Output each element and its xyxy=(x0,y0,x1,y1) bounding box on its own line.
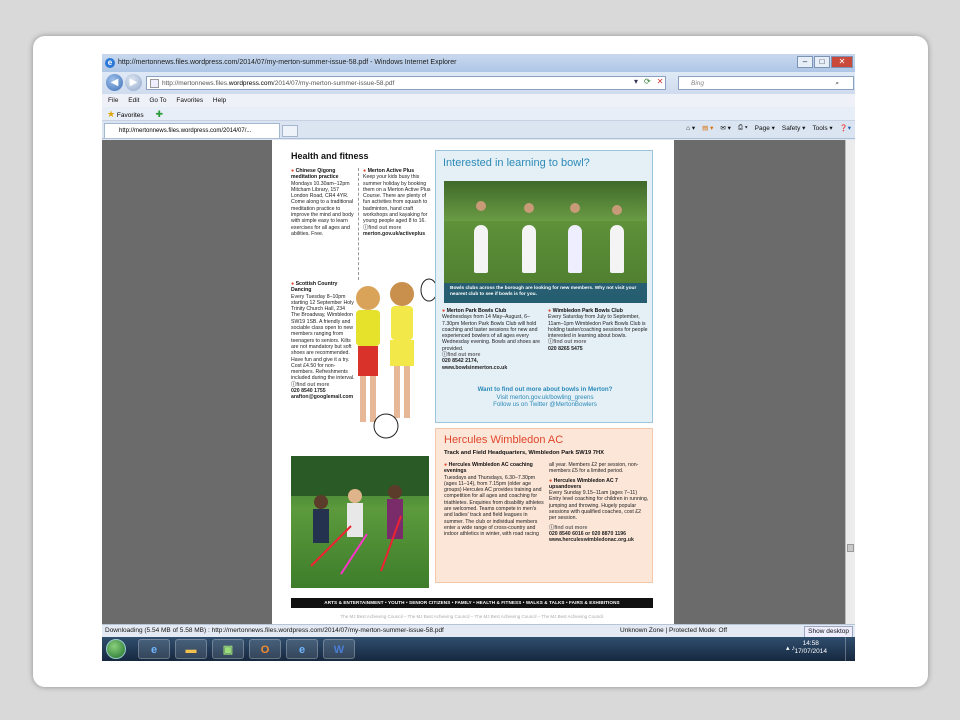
hercules-find-more: find out more xyxy=(554,524,588,531)
tab-pdf[interactable] xyxy=(104,123,280,138)
menu-favorites[interactable]: Favorites xyxy=(176,97,204,104)
tab-bar xyxy=(102,121,855,139)
bowls-title: Interested in learning to bowl? xyxy=(443,157,590,169)
vertical-scrollbar[interactable] xyxy=(845,140,855,624)
kids-tennis-photo xyxy=(332,276,437,441)
category-footer: ARTS & ENTERTAINMENT • YOUTH • SENIOR CITIZENS • FAMILY • HEALTH & FITNESS • WALKS & TALKS • FAIRS & EXHIBITIONS xyxy=(291,598,653,608)
upsandovers-body: Every Sunday 9.15–11am (ages 7–11) Entry level coaching for children in running, jumping and throwing. Hugely popular sessions with qualified coaches, cost £2 per session. xyxy=(549,490,649,522)
search-placeholder: Bing xyxy=(691,80,705,87)
maximize-button[interactable]: □ xyxy=(814,56,830,68)
taskbar-ie-icon[interactable]: e xyxy=(138,639,170,659)
bowls-visit-line: Visit merton.gov.uk/bowling_greens xyxy=(496,393,594,401)
hercules-panel xyxy=(435,428,653,583)
bowls-caption: Bowls clubs across the borough are looking for new members. Why not visit your nearest club to see if bowls is for you. xyxy=(444,283,647,303)
close-button[interactable]: ✕ xyxy=(831,56,853,68)
favorites-button[interactable]: Favorites xyxy=(116,112,144,119)
taskbar xyxy=(102,637,855,661)
hercules-title: Hercules Wimbledon AC xyxy=(444,434,564,446)
taskbar-app-icon[interactable]: ▣ xyxy=(212,639,244,659)
forward-button[interactable]: ▶ xyxy=(125,74,142,91)
browser-window xyxy=(102,54,855,661)
clock-time: 14:58 xyxy=(802,640,819,647)
page-icon xyxy=(150,79,159,88)
scroll-thumb[interactable] xyxy=(847,544,854,552)
hercules-evenings: ● Hercules Wimbledon AC coaching evenings Tuesdays and Thursdays, 6.30–7.30pm (ages 11–14), from 7.15pm (older age groups) Hercules AC provides training and competition for all ages and coaching for triathletes. Enquiries from disability athletes are welcomed. Teams compete in men's and ladies' track and field leagues in summer. The club or individual members enter a wide range of cross-country and indoor athletics in winter, with road racing xyxy=(444,462,544,538)
dancing-title: Scottish Country Dancing xyxy=(291,281,338,294)
zone-text: Unknown Zone | Protected Mode: Off xyxy=(620,627,728,634)
status-bar xyxy=(102,624,855,637)
pdf-viewport[interactable] xyxy=(102,140,855,624)
address-input[interactable] xyxy=(146,76,666,90)
tray-icons[interactable]: ▴ ♪ xyxy=(786,645,795,652)
help-icon[interactable]: ❓▾ xyxy=(839,125,851,132)
active-plus-block: ● Merton Active Plus Keep your kids busy this summer holiday by booking them on a Merton Active Plus Course. There are plenty of fun activities from squash to badminton, hand craft workshops and kayaking for young people aged 8 to 16. ⓘfind out more merton.gov.uk/activeplus xyxy=(363,168,431,237)
address-bar-row xyxy=(102,72,855,94)
bottom-strapline: The MJ Best Achieving Council – The MJ Best Achieving Council – The MJ Best Achieving Council – The MJ Best Achieving Council xyxy=(340,614,604,619)
window-title: http://mertonnews.files.wordpress.com/2014/07/my-merton-summer-issue-58.pdf - Windows Internet Explorer xyxy=(118,59,457,66)
feeds-icon[interactable]: ▤ ▾ xyxy=(702,125,714,132)
wimbledon-park-bowls: ● Wimbledon Park Bowls Club Every Saturday from July to September, 11am–1pm Wimbledon Park Bowls Club is holding taster/coaching sessions for people interested in learning about bowls. ⓘfind out more 020 8265 5475 xyxy=(548,308,648,352)
stop-icon[interactable]: ✕ xyxy=(656,77,664,86)
merton-park-bowls: ● Merton Park Bowls Club Wednesdays from 14 May–August, 6–7.30pm Merton Park Bowls Club will hold coaching and taster sessions for new and experienced bowlers of all ages every Wednesday evening. Bowls and shoes are provided. ⓘfind out more 020 8542 2174, www.bowlsinmerton.co.uk xyxy=(442,308,544,371)
back-button[interactable]: ◀ xyxy=(106,74,123,91)
bowls-more-info xyxy=(442,386,648,409)
taskbar-word-icon[interactable]: W xyxy=(323,639,355,659)
tools-menu[interactable]: Tools ▾ xyxy=(812,125,833,132)
active-plus-body: Keep your kids busy this summer holiday by booking them on a Merton Active Plus Course. There are plenty of fun activities from squash to badminton, hand craft workshops and kayaking for young people aged 8 to 16. xyxy=(363,174,431,225)
hercules-right-col: all year. Members £2 per session, non-members £5 for a limited period. ● Hercules Wimbledon AC 7 upsandovers Every Sunday 9.15–11am (ages 7–11) Entry level coaching for children in running, jumping and throwing. Hugely popular sessions with qualified coaches, cost £2 per session. ⓘfind out more 020 8540 6016 or 020 8870 1196 www.herculeswimbledonac.org.uk xyxy=(549,462,649,544)
url-suffix: /2014/07/my-merton-summer-issue-58.pdf xyxy=(272,80,395,87)
mail-icon[interactable]: ✉ ▾ xyxy=(720,125,731,132)
page-heading: Health and fitness xyxy=(291,151,369,161)
menu-help[interactable]: Help xyxy=(212,97,227,104)
merton-park-body: Wednesdays from 14 May–August, 6–7.30pm Merton Park Bowls Club will hold coaching and taster sessions for new and experienced bowlers of all ages every Wednesday evening. Bowls and shoes are provided. xyxy=(442,314,540,352)
upsandovers-title: Hercules Wimbledon AC 7 upsandovers xyxy=(549,477,618,490)
start-button[interactable] xyxy=(106,639,126,659)
wimbledon-park-contact: 020 8265 5475 xyxy=(548,345,583,352)
active-plus-link: merton.gov.uk/activeplus xyxy=(363,230,426,237)
lacrosse-photo xyxy=(291,456,429,588)
url-prefix: http://mertonnews.files. xyxy=(162,80,229,87)
page-menu[interactable]: Page ▾ xyxy=(754,125,775,132)
menu-bar xyxy=(102,94,855,107)
merton-park-title: Merton Park Bowls Club xyxy=(446,308,507,314)
title-bar xyxy=(102,54,855,72)
search-input[interactable] xyxy=(678,76,854,90)
dancing-find-more: find out more xyxy=(296,381,330,388)
bowls-ask-line: Want to find out more about bowls in Merton? xyxy=(477,386,613,393)
taskbar-outlook-icon[interactable]: O xyxy=(249,639,281,659)
menu-goto[interactable]: Go To xyxy=(149,97,167,104)
clock[interactable] xyxy=(794,640,827,656)
hercules-fees: all year. Members £2 per session, non-members £5 for a limited period. xyxy=(549,462,639,475)
add-favorite-icon[interactable]: ✚ xyxy=(155,109,163,119)
ie-icon: e xyxy=(105,58,115,68)
status-text: Downloading (5.54 MB of 5.58 MB) : http://mertonnews.files.wordpress.com/2014/07/my-merton-summer-issue-58.pdf xyxy=(105,627,444,634)
taskbar-explorer-icon[interactable]: ▬ xyxy=(175,639,207,659)
dropdown-icon[interactable]: ▾ xyxy=(634,77,639,86)
active-plus-title: Merton Active Plus xyxy=(367,168,415,174)
favorites-bar xyxy=(102,107,855,121)
hercules-evenings-body: Tuesdays and Thursdays, 6.30–7.30pm (ages 11–14), from 7.15pm (older age groups) Hercules AC provides training and competition for all ages and coaching for triathletes. Enquiries from disability athletes are welcomed. Teams compete in men's and ladies' track and field leagues in summer. The club or individual members enter a wide range of cross-country and indoor athletics in winter, with road racing xyxy=(444,474,544,538)
qigong-body: Mondays 10.30am–12pm Mitcham Library, 157 London Road, CR4 4YR. Come along to a traditional meditation practice to improve the mind and body with simple easy to learn exercises for all ages and abilities. Free. xyxy=(291,180,354,237)
favorites-star-icon[interactable]: ★ xyxy=(107,109,116,119)
merton-park-find-more: find out more xyxy=(447,352,481,359)
minimize-button[interactable]: – xyxy=(797,56,813,68)
dancing-contact: 020 8540 1755 arafton@googlemail.com xyxy=(291,388,354,401)
show-desktop-strip[interactable] xyxy=(845,637,855,661)
refresh-icon[interactable]: ⟳ xyxy=(644,77,651,86)
wimbledon-park-body: Every Saturday from July to September, 11am–1pm Wimbledon Park Bowls Club is holding taster/coaching sessions for people interested in learning about bowls. xyxy=(548,314,648,340)
home-icon[interactable]: ⌂ ▾ xyxy=(686,125,696,132)
dancing-block: ● Scottish Country Dancing Every Tuesday 8–10pm starting 12 September Holy Trinity Church Hall, 234 The Broadway, Wimbledon SW19 1SB. A friendly and sociable class open to new members ranging from teenagers to seniors. Kilts are not mandatory but soft shoes are recommended. Have fun and give it a try. Cost £4.50 for non-members. Refreshments included during the interval. ⓘfind out more 020 8540 1755 arafton@googlemail.com xyxy=(291,281,355,401)
menu-edit[interactable]: Edit xyxy=(128,97,140,104)
menu-file[interactable]: File xyxy=(108,97,119,104)
taskbar-ie-window-icon[interactable]: e xyxy=(286,639,318,659)
dancing-body: Every Tuesday 8–10pm starting 12 September Holy Trinity Church Hall, 234 The Broadway, Wimbledon SW19 1SB. A friendly and sociable class open to new members ranging from teenagers to seniors. Kilts are not mandatory but soft shoes are recommended. Have fun and give it a try. Cost £4.50 for non-members. Refreshments included during the interval. xyxy=(291,293,355,382)
bowls-panel xyxy=(435,150,653,423)
show-desktop-button[interactable]: Show desktop xyxy=(804,626,853,638)
print-icon[interactable]: ⎙ ▾ xyxy=(737,124,748,131)
url-domain: wordpress.com xyxy=(228,80,273,87)
bowls-twitter-line: Follow us on Twitter @MertonBowlers xyxy=(493,401,597,408)
active-plus-find-more: find out more xyxy=(368,224,402,231)
hercules-contact: 020 8540 6016 or 020 8870 1196 www.herculeswimbledonac.org.uk xyxy=(549,530,634,544)
bowls-photo xyxy=(444,181,647,303)
qigong-title: Chinese Qigong meditation practice xyxy=(291,168,339,181)
column-divider xyxy=(358,168,359,280)
merton-park-contact: 020 8542 2174, www.bowlsinmerton.co.uk xyxy=(442,358,508,371)
safety-menu[interactable]: Safety ▾ xyxy=(781,125,806,132)
search-icon[interactable]: ⌕ xyxy=(835,80,839,87)
hercules-evenings-title: Hercules Wimbledon AC coaching evenings xyxy=(444,462,533,475)
pdf-page xyxy=(272,140,674,624)
wimbledon-park-title: Wimbledon Park Bowls Club xyxy=(552,308,623,314)
hercules-subtitle: Track and Field Headquarters, Wimbledon Park SW19 7HX xyxy=(444,450,605,456)
wimbledon-park-find-more: find out more xyxy=(553,339,587,346)
health-column-1: ● Chinese Qigong meditation practice Mondays 10.30am–12pm Mitcham Library, 157 London Road, CR4 4YR. Come along to a traditional meditation practice to improve the mind and body with simple easy to learn exercises for all ages and abilities. Free. xyxy=(291,168,357,237)
new-tab-button[interactable] xyxy=(282,125,298,137)
tab-label: http://mertonnews.files.wordpress.com/2014/07/... xyxy=(119,128,252,134)
clock-date: 17/07/2014 xyxy=(794,648,827,655)
